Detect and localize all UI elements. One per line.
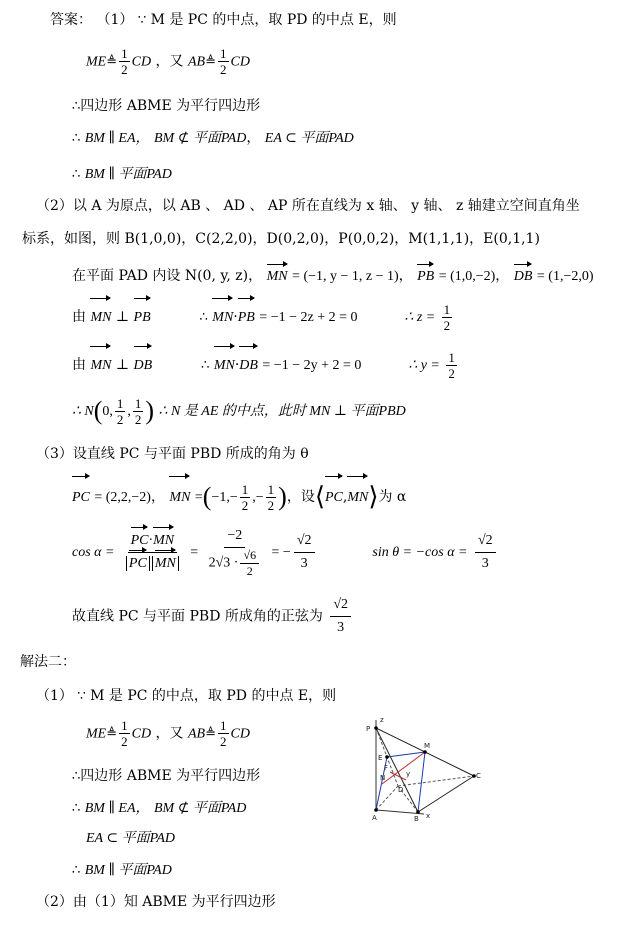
coord-intro-line: （2）以 A 为原点，以 AB 、 AD 、 AP 所在直线为 x 轴、 y 轴、 z 轴建立空间直角坐 bbox=[36, 198, 580, 214]
vectors-line: 在平面 PAD 内设 N(0, y, z)， MN = (−1, y − 1, z − 1)， PB = (1,0,−2)， DB = (1,−2,0) bbox=[72, 266, 594, 287]
m2-part2-line: （2）由（1）知 ABME 为平行四边形 bbox=[36, 894, 276, 910]
edge-bc bbox=[418, 776, 474, 812]
segment-mb bbox=[418, 752, 425, 812]
statement-text: M 是 PC 的中点，取 PD 的中点 E，则 bbox=[150, 12, 397, 28]
therefore-icon: ∴ bbox=[201, 358, 210, 373]
y-solve-line: 由 MN ⊥ DB ∴ MN·DB = −1 − 2y + 2 = 0 ∴ y = $\frac{1}{2}$ bbox=[72, 348, 459, 383]
label-p: P bbox=[366, 725, 371, 733]
parallel-equal-icon: ≜ bbox=[106, 726, 118, 742]
quad-line: ∴四边形 ABME 为平行四边形 bbox=[72, 98, 261, 114]
label-b: B bbox=[414, 815, 419, 823]
parallel-equal-icon: ≜ bbox=[205, 54, 216, 70]
z-solve-line: 由 MN ⊥ PB ∴ MN·PB = −1 − 2z + 2 = 0 ∴ z = $\frac{1}{2}$ bbox=[72, 300, 454, 335]
point-p bbox=[374, 726, 378, 730]
therefore-icon: ∴ bbox=[72, 863, 81, 878]
parallel-equal-icon: ≜ bbox=[106, 54, 118, 70]
pc-mn-line: PC = (2,2,−2)， MN =(−1,− $\frac{1}{2}$ ,− $\frac{1}{2}$ )，设⟨PC,MN⟩为 α bbox=[72, 478, 406, 517]
fraction-half: $\frac{1}{2}$ bbox=[448, 349, 455, 381]
point-b bbox=[416, 810, 420, 814]
m2-part1-line: （1） ∵ M 是 PC 的中点，取 PD 的中点 E，则 bbox=[36, 688, 337, 704]
label-y: y bbox=[406, 770, 411, 778]
therefore-icon: ∴ bbox=[72, 131, 81, 146]
because-icon: ∵ bbox=[77, 689, 86, 704]
therefore-icon: ∴ bbox=[72, 167, 81, 182]
conclusion-line: 故直线 PC 与平面 PBD 所成角的正弦为 $\frac{√2}{3}$ bbox=[72, 594, 354, 639]
bm-relations-line: ∴ BM ∥ EA， BM ⊄ 平面PAD， EA ⊂ 平面PAD bbox=[72, 130, 354, 146]
m2-bm-line: ∴ BM ∥ EA， BM ⊄ 平面PAD bbox=[72, 801, 247, 816]
label-m: M bbox=[424, 742, 431, 750]
therefore-icon: ∴ bbox=[72, 801, 81, 816]
value-fraction: −2 2√3 · $\frac{√6}{2}$ bbox=[206, 525, 264, 579]
coord-points-line: 标系，如图，则 B(1,0,0)，C(2,2,0)，D(0,2,0)，P(0,0,2)，M(1,1,1)，E(0,1,1) bbox=[22, 231, 540, 247]
m2-ea-line: EA ⊂ 平面PAD bbox=[86, 831, 175, 846]
point-m bbox=[423, 750, 427, 754]
parallel-equal-icon: ≜ bbox=[205, 726, 216, 742]
fraction-half: $\frac{1}{2}$ bbox=[220, 46, 227, 77]
angle-intro-line: （3）设直线 PC 与平面 PBD 所成的角为 θ bbox=[36, 446, 309, 462]
edge-pb bbox=[376, 728, 418, 812]
label-e: E bbox=[378, 754, 383, 762]
also-text: ，又 bbox=[155, 53, 184, 70]
label-d: D bbox=[398, 786, 404, 794]
m2-quad-line: ∴四边形 ABME 为平行四边形 bbox=[72, 768, 261, 784]
cos-line: cos α = PC·MN PC MN = −2 2√3 · $\frac{√6}{2}$ = − $\frac{√2}{3}$ sin θ = −cos α = $\frac{√2}{3}$ bbox=[72, 524, 499, 581]
point-a bbox=[374, 808, 378, 812]
m2-me-cd-line: ME≜ $\frac{1}{2}$ CD ，又 AB≜ $\frac{1}{2}$ CD bbox=[86, 718, 250, 749]
method2-label: 解法二： bbox=[20, 654, 76, 670]
therefore-icon: ∴ bbox=[199, 310, 208, 325]
part-number: （1） bbox=[96, 12, 134, 28]
cos-fraction: PC·MN PC MN bbox=[122, 530, 183, 575]
therefore-icon: ∴ bbox=[72, 769, 81, 784]
m2-bm-plane-line: ∴ BM ∥ 平面PAD bbox=[72, 863, 172, 878]
label-c: C bbox=[476, 772, 481, 780]
label-f: F bbox=[384, 764, 389, 772]
therefore-icon: ∴ bbox=[72, 99, 81, 114]
n-point-line: ∴ N(0, $\frac{1}{2}$ , $\frac{1}{2}$ ) ∴ N 是 AE 的中点，此时 MN ⊥ 平面PBD bbox=[72, 395, 406, 427]
edge-ad bbox=[376, 786, 398, 810]
pyramid-diagram bbox=[362, 714, 492, 824]
label-x: x bbox=[426, 812, 431, 820]
point-e bbox=[385, 755, 389, 759]
bm-plane-line: ∴ BM ∥ 平面PAD bbox=[72, 167, 172, 182]
fraction-half: $\frac{1}{2}$ bbox=[121, 46, 128, 77]
label-n: N bbox=[380, 774, 386, 782]
fraction-half: $\frac{1}{2}$ bbox=[443, 301, 451, 333]
label-a: A bbox=[372, 814, 377, 822]
because-icon: ∵ bbox=[137, 13, 147, 28]
label-z: z bbox=[380, 716, 384, 724]
answer-label: 答案： bbox=[50, 12, 92, 28]
me-cd-line: ME≜ $\frac{1}{2}$ CD ，又 AB≜ $\frac{1}{2}$ CD bbox=[86, 46, 250, 77]
answer-line-1 bbox=[50, 10, 397, 31]
